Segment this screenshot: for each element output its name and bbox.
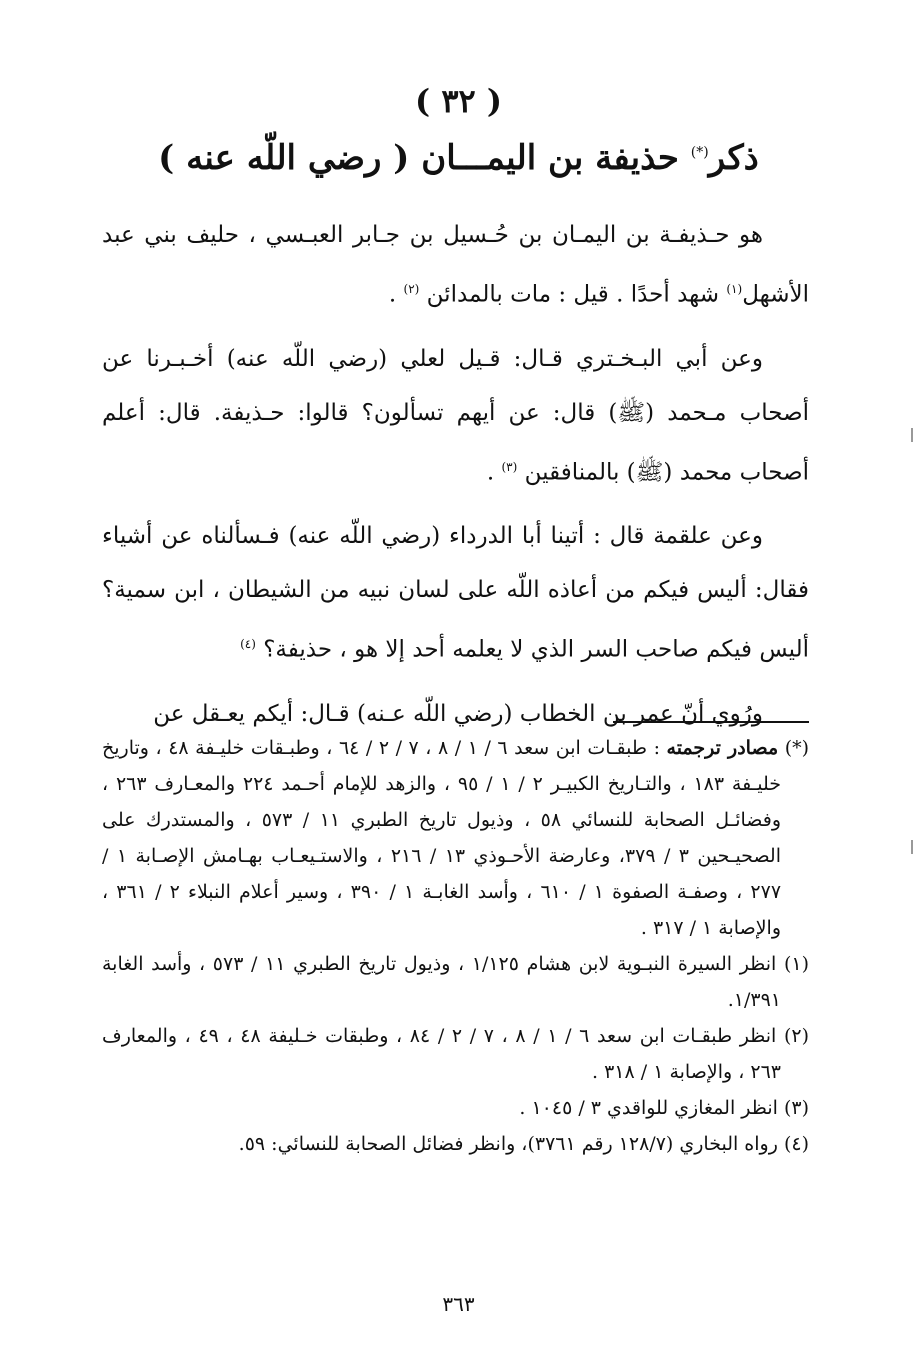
footnote-2 (102, 1018, 809, 1090)
footnote-text: انظر المغازي للواقدي ٣ / ١٠٤٥ . (519, 1097, 784, 1119)
footnote-4 (102, 1126, 809, 1162)
footnote-ref-3: (٣) (501, 459, 518, 474)
footnote-text: رواه البخاري (١٢٨/٧ رقم ٣٧٦١)، وانظر فضائل الصحابة للنسائي: ٥٩. (238, 1133, 784, 1155)
main-text (102, 208, 809, 751)
paragraph-3 (102, 509, 809, 677)
scan-edge-mark (911, 840, 913, 854)
footnote-marker: (٤) (783, 1133, 809, 1155)
paragraph-2-text-b: . (486, 459, 502, 486)
footnote-text: انظر طبقـات ابن سعد ٦ / ١ / ٨ ، ٧ / ٢ / ٨٤ ، وطبقات خـليفة ٤٨ ، ٤٩ ، والمعارف ٢٦٣ ، والإصابة ١ / ٣١٨ . (102, 1025, 784, 1083)
footnote-1 (102, 946, 809, 1018)
chapter-title-after: حذيفة بن اليمـــان ( رضي اللّه عنه ) (158, 138, 691, 178)
chapter-number: ( ٣٢ ) (415, 82, 502, 120)
footnote-marker: (١) (783, 953, 809, 975)
paragraph-2 (102, 332, 809, 500)
footnote-ref-4: (٤) (240, 637, 256, 652)
footnote-sources (102, 730, 809, 946)
paragraph-4-text-a: ورُوي أنّ عمر بن الخطاب (رضي اللّه عـنه) قـال: أيكم يعـقل عن (153, 700, 763, 727)
paragraph-1-text-c: . (388, 281, 404, 308)
chapter-title (0, 138, 917, 178)
paragraph-1 (102, 208, 809, 322)
scan-edge-mark (911, 428, 913, 442)
paragraph-2-text-a: وعن أبي البـخـتري قـال: قـيل لعلي (رضي اللّه عنه) أخـبـرنا عن أصحاب مـحمد (ﷺ) قال: عن أيهم تسألون؟ قالوا: حـذيفة. قال: أعلم أصحاب محمد (ﷺ) بالمنافقين (102, 345, 809, 486)
footnote-marker: (٢) (783, 1025, 810, 1047)
paragraph-1-text-b: شهد أحدًا . قيل : مات بالمدائن (419, 281, 727, 308)
footnote-text: : طبقـات ابن سعد ٦ / ١ / ٨ ، ٧ / ٢ / ٦٤ ، وطبـقات خليـفة ٤٨ ، وتاريخ خليـفة ١٨٣ ، والتـاريخ الكبيـر ٢ / ١ / ٩٥ ، والزهد للإمام أحـمد ٢٢٤ والمعـارف ٢٦٣ ، وفضائـل الصحابة للنسائي ٥٨ ، وذيول تاريخ الطبري ١١ / ٥٧٣ ، والمستدرك على الصحيـحين ٣ / ٣٧٩، وعارضة الأحـوذي ١٣ / ٢١٦ ، والاستـيعـاب بهـامش الإصـابة ١ / ٢٧٧ ، وصفـة الصفوة ١ / ٦١٠ ، وأسد الغابـة ١ / ٣٩٠ ، وسير أعلام النبلاء ٢ / ٣٦١ ، والإصابة ١ / ٣١٧ . (102, 737, 782, 939)
footnotes (102, 730, 809, 1162)
footnote-marker: (*) (784, 737, 810, 759)
footnote-marker: (٣) (783, 1097, 809, 1119)
footnote-lead: مصادر ترجمته (666, 737, 779, 759)
paragraph-3-text-a: وعن علقمة قال : أتينا أبا الدرداء (رضي اللّه عنه) فـسألناه عن أشياء فقال: أليس فيكم من أعاذه اللّه على لسان نبيه من الشيطان ، ابن سمية؟ أليس فيكم صاحب السر الذي لا يعلمه أحد إلا هو ، حذيفة؟ (102, 523, 809, 663)
chapter-title-footnote-marker: (*) (690, 144, 709, 161)
footnote-ref-1: (١) (726, 282, 743, 296)
footnote-separator (613, 721, 809, 723)
footnote-ref-2: (٢) (403, 282, 420, 296)
footnote-3 (102, 1090, 809, 1126)
footnote-text: انظر السيرة النبـوية لابن هشام ١/١٢٥ ، وذيول تاريخ الطبري ١١ / ٥٧٣ ، وأسد الغابة ١/٣٩١. (102, 953, 784, 1011)
chapter-title-before: ذكر (708, 138, 759, 178)
paragraph-1-text-a: هو حـذيفـة بن اليمـان بن حُـسيل بن جـابر العبـسي ، حليف بني عبد الأشهل (102, 222, 809, 308)
page-number: ٣٦٣ (442, 1292, 475, 1316)
